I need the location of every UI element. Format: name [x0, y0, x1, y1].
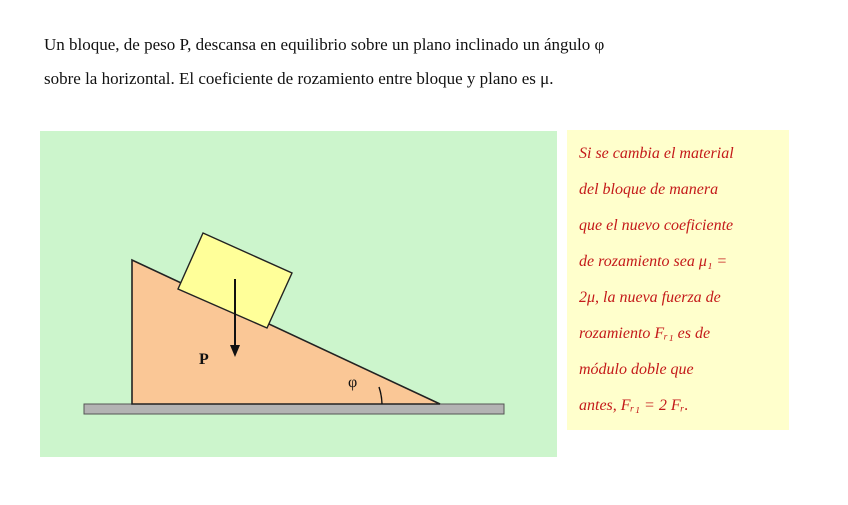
- note-box: [567, 130, 789, 430]
- problem-statement: [44, 28, 814, 96]
- note-line: antes, Fᵣ₁ = 2 Fᵣ.: [579, 397, 689, 414]
- incline-diagram: [40, 131, 557, 457]
- note-line: Si se cambia el material: [579, 145, 734, 162]
- weight-label: P: [199, 351, 209, 368]
- floor-surface: [84, 404, 504, 414]
- problem-line-1: Un bloque, de peso P, descansa en equilibrio sobre un plano inclinado un ángulo φ: [44, 35, 605, 54]
- incline-figure-panel: [40, 131, 557, 457]
- angle-label: φ: [348, 374, 358, 391]
- note-line: 2μ, la nueva fuerza de: [579, 289, 721, 306]
- note-line: de rozamiento sea μ₁ =: [579, 253, 728, 270]
- note-line: módulo doble que: [579, 361, 694, 378]
- note-line: rozamiento Fᵣ₁ es de: [579, 325, 711, 342]
- note-line: que el nuevo coeficiente: [579, 217, 734, 234]
- problem-line-2: sobre la horizontal. El coeficiente de rozamiento entre bloque y plano es μ.: [44, 69, 554, 88]
- note-line: del bloque de manera: [579, 181, 719, 198]
